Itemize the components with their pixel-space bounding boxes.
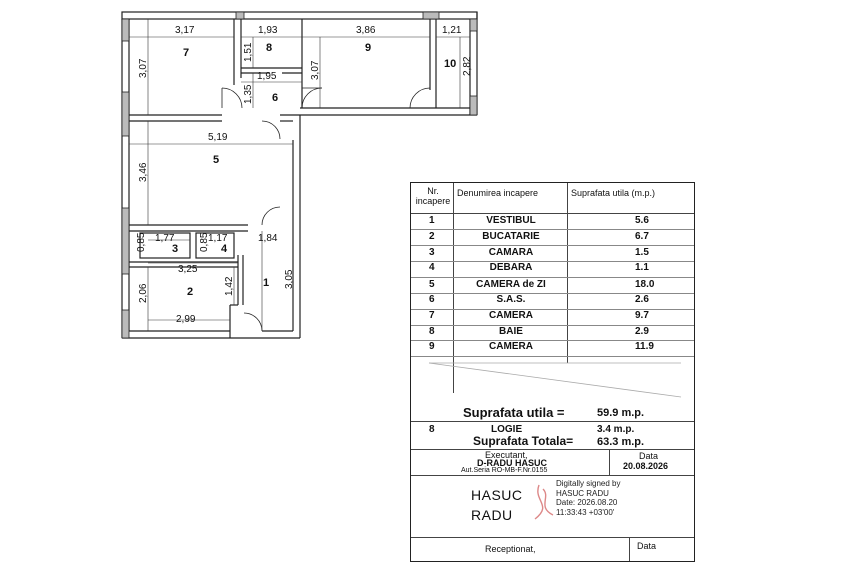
area-table — [410, 182, 695, 562]
header-area: Suprafata utila (m.p.) — [571, 188, 656, 198]
row-nr: 1 — [429, 215, 435, 226]
dim-label: 3,86 — [356, 25, 376, 36]
row-area: 9.7 — [635, 310, 649, 321]
row-name: VESTIBUL — [486, 215, 536, 226]
dim-label: 3,17 — [175, 25, 195, 36]
table-row — [411, 262, 694, 277]
signature-line: HASUC RADU — [556, 488, 609, 498]
logie-value: 3.4 m.p. — [597, 424, 635, 435]
table-row — [411, 215, 694, 230]
seal-line-2: RADU — [471, 507, 513, 523]
header-name: Denumirea incapere — [457, 188, 539, 198]
room-number: 4 — [221, 243, 228, 255]
row-nr: 9 — [429, 341, 435, 352]
row-nr: 7 — [429, 310, 435, 321]
row-nr: 3 — [429, 247, 435, 258]
row-name: BAIE — [499, 326, 523, 337]
room-number: 7 — [183, 47, 190, 59]
row-nr: 2 — [429, 231, 435, 242]
date-value: 20.08.2026 — [623, 461, 669, 471]
dim-label: 3,25 — [178, 264, 198, 275]
row-name: CAMARA — [488, 247, 534, 258]
row-nr: 6 — [429, 294, 435, 305]
seal-name — [471, 485, 523, 525]
row-area: 2.9 — [635, 326, 649, 337]
room-number: 2 — [187, 286, 194, 298]
room-number: 10 — [444, 58, 457, 70]
row-area: 11.9 — [635, 341, 654, 352]
logie-label: LOGIE — [491, 424, 523, 435]
signature-line: 11:33:43 +03'00' — [556, 507, 615, 517]
row-name: DEBARA — [489, 262, 533, 273]
total-area-label: Suprafata Totala= — [473, 434, 574, 448]
digital-signature — [556, 479, 620, 517]
row-name: BUCATARIE — [482, 231, 540, 242]
row-area: 1.5 — [635, 247, 649, 258]
dim-label: 1,35 — [243, 84, 254, 104]
total-area-value: 63.3 m.p. — [597, 436, 645, 448]
executant-name: D-RADU HASUC — [477, 458, 547, 468]
row-area: 5.6 — [635, 215, 649, 226]
dim-label: 2,99 — [176, 314, 196, 325]
dim-label: 1,95 — [257, 71, 277, 82]
row-area: 6.7 — [635, 231, 649, 242]
header-nr: Nr. incapere — [415, 186, 451, 206]
row-area: 1.1 — [635, 262, 649, 273]
room-number: 3 — [172, 243, 179, 255]
executant-label: Executant, — [485, 450, 528, 460]
dim-label: 3,07 — [310, 60, 321, 80]
blank-cross-lines — [411, 357, 693, 407]
row-name: CAMERA de ZI — [476, 279, 546, 290]
table-row — [411, 247, 694, 262]
table-row — [411, 279, 694, 294]
table-row — [411, 326, 694, 341]
useful-area-label: Suprafata utila = — [463, 405, 565, 420]
room-number: 1 — [263, 277, 270, 289]
dim-label: 3,07 — [138, 58, 149, 78]
dim-label: 1,21 — [442, 25, 462, 36]
dim-label: 0,85 — [136, 232, 147, 252]
dim-label: 1,93 — [258, 25, 278, 36]
row-name: S.A.S. — [496, 294, 526, 305]
logie-nr: 8 — [429, 424, 435, 435]
dim-label: 2,82 — [462, 56, 473, 76]
seal-line-1: HASUC — [471, 487, 523, 503]
room-number: 6 — [272, 92, 279, 104]
row-nr: 8 — [429, 326, 435, 337]
row-nr: 4 — [429, 262, 435, 273]
authorization-number: Aut.Seria RO-MB-F.Nr.0155 — [461, 467, 548, 474]
row-name: CAMERA — [489, 341, 533, 352]
dim-label: 3,05 — [284, 269, 295, 289]
data-label-bottom: Data — [637, 541, 657, 551]
dim-label: 1,51 — [243, 42, 254, 62]
signature-line: Digitally signed by — [556, 479, 621, 488]
dim-label: 3,46 — [138, 162, 149, 182]
table-row — [411, 231, 694, 246]
dim-label: 1,84 — [258, 233, 278, 244]
room-number: 9 — [365, 42, 372, 54]
room-number: 8 — [266, 42, 273, 54]
dim-label: 2,06 — [138, 283, 149, 303]
dim-label: 0,85 — [199, 232, 210, 252]
row-name: CAMERA — [489, 310, 533, 321]
signature-line: Date: 2026.08.20 — [556, 498, 618, 507]
row-area: 2.6 — [635, 294, 649, 305]
dim-label: 1,42 — [224, 276, 235, 296]
useful-area-value: 59.9 m.p. — [597, 407, 645, 419]
date-label: Data — [639, 451, 659, 461]
row-nr: 5 — [429, 279, 435, 290]
signature-mark-icon — [529, 481, 559, 523]
table-row — [411, 310, 694, 325]
table-row — [411, 341, 694, 356]
row-area: 18.0 — [635, 279, 655, 290]
receptionat-label: Receptionat, — [485, 544, 536, 554]
dim-label: 1,17 — [208, 233, 228, 244]
room-number: 5 — [213, 154, 220, 166]
dim-label: 5,19 — [208, 132, 228, 143]
dim-label: 1,77 — [155, 233, 175, 244]
table-row — [411, 294, 694, 309]
